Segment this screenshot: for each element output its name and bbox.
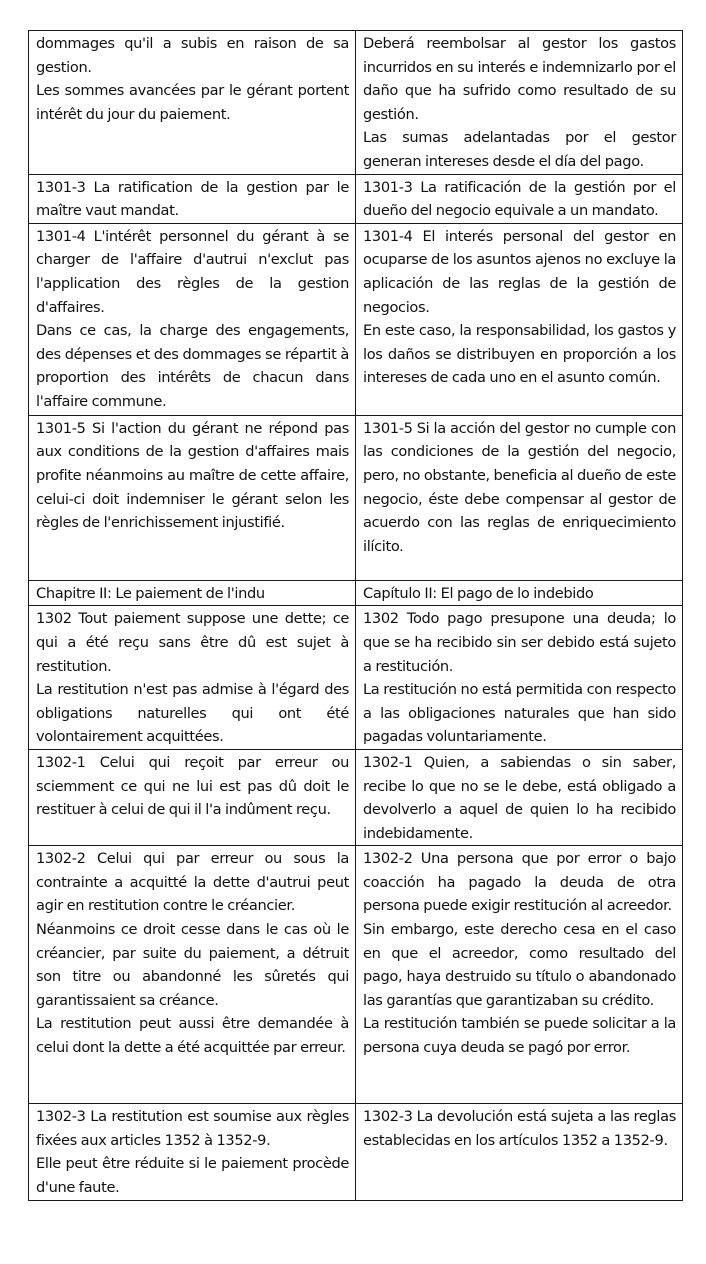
- spanish-cell: [356, 415, 683, 580]
- paragraph: 1301-5 Si l'action du gérant ne répond pas aux conditions de la gestion d'affaires mais profite néanmoins au maître de cette affaire, celui-ci doit indemniser le gérant selon les règles de l'enrichissement injustifié.: [36, 419, 349, 532]
- table-row: [29, 174, 683, 223]
- bilingual-table: [28, 30, 683, 1201]
- paragraph: Sin embargo, este derecho cesa en el caso en que el acreedor, como resultado del pago, haya destruido su título o abandonado las garantías que garantizaban su crédito.: [363, 921, 676, 1009]
- paragraph: 1301-5 Si la acción del gestor no cumple con las condiciones de la gestión del negocio, pero, no obstante, beneficia al dueño de este negocio, éste debe compensar al gestor de acuerdo con las reglas de enriquecimiento ilícito.: [363, 419, 676, 555]
- paragraph: Dans ce cas, la charge des engagements, des dépenses et des dommages se répartit à proportion des intérêts de chacun dans l'affaire commune.: [36, 322, 349, 410]
- paragraph: La restitution peut aussi être demandée à celui dont la dette a été acquittée par erreur.: [36, 1015, 349, 1057]
- spanish-cell: [356, 749, 683, 845]
- paragraph: 1301-4 L'intérêt personnel du gérant à se charger de l'affaire d'autrui n'exclut pas l'application des règles de la gestion d'affaires.: [36, 227, 349, 316]
- french-cell: [29, 223, 356, 415]
- french-cell: [29, 749, 356, 845]
- table-row: [29, 415, 683, 580]
- paragraph: dommages qu'il a subis en raison de sa gestion.: [36, 35, 349, 76]
- paragraph: En este caso, la responsabilidad, los gastos y los daños se distribuyen en proporción a los intereses de cada uno en el asunto común.: [363, 322, 676, 387]
- paragraph: 1301-4 El interés personal del gestor en ocuparse de los asuntos ajenos no excluye la aplicación de las reglas de la gestión de negocios.: [363, 227, 676, 316]
- paragraph: 1302-1 Quien, a sabiendas o sin saber, recibe lo que no se le debe, está obligado a devolverlo a aquel de quien lo ha recibido indebidamente.: [363, 753, 676, 842]
- paragraph: 1302-2 Celui qui par erreur ou sous la contrainte a acquitté la dette d'autrui peut agir en restitution contre le créancier.: [36, 850, 349, 915]
- spanish-cell: [356, 31, 683, 175]
- table-row: [29, 31, 683, 175]
- spanish-cell: [356, 606, 683, 750]
- spanish-cell: [356, 223, 683, 415]
- french-cell: [29, 846, 356, 1104]
- french-cell: [29, 606, 356, 750]
- spanish-cell: [356, 174, 683, 223]
- chapter-heading-row: [29, 580, 683, 606]
- spanish-cell: [356, 1104, 683, 1200]
- table-row: [29, 1104, 683, 1200]
- french-cell: [29, 31, 356, 175]
- paragraph: 1301-3 La ratification de la gestion par le maître vaut mandat.: [36, 178, 349, 220]
- spanish-cell: [356, 580, 683, 606]
- paragraph: 1302-1 Celui qui reçoit par erreur ou sciemment ce qui ne lui est pas dû doit le restituer à celui de qui il l'a indûment reçu.: [36, 753, 349, 819]
- chapter-heading: Capítulo II: El pago de lo indebido: [363, 584, 594, 602]
- paragraph: La restitution n'est pas admise à l'égard des obligations naturelles qui ont été volontairement acquittées.: [36, 681, 349, 746]
- paragraph: 1302-2 Una persona que por error o bajo coacción ha pagado la deuda de otra persona puede exigir restitución al acreedor.: [363, 850, 676, 915]
- french-cell: [29, 1104, 356, 1200]
- paragraph: Deberá reembolsar al gestor los gastos incurridos en su interés e indemnizarlo por el daño que ha sufrido como resultado de su gestión.: [363, 35, 676, 123]
- paragraph: 1301-3 La ratificación de la gestión por el dueño del negocio equivale a un mandato.: [363, 178, 676, 220]
- table-row: [29, 223, 683, 415]
- paragraph: La restitución también se puede solicitar a la persona cuya deuda se pagó por error.: [363, 1015, 676, 1057]
- paragraph: Néanmoins ce droit cesse dans le cas où le créancier, par suite du paiement, a détruit son titre ou abandonné les sûretés qui garantissaient sa créance.: [36, 921, 349, 1009]
- spanish-cell: [356, 846, 683, 1104]
- paragraph: Las sumas adelantadas por el gestor generan intereses desde el día del pago.: [363, 129, 676, 170]
- paragraph: 1302 Todo pago presupone una deuda; lo que se ha recibido sin ser debido está sujeto a restitución.: [363, 610, 676, 675]
- paragraph: Les sommes avancées par le gérant portent intérêt du jour du paiement.: [36, 82, 349, 123]
- table-row: [29, 749, 683, 845]
- french-cell: [29, 580, 356, 606]
- french-cell: [29, 174, 356, 223]
- table-row: [29, 606, 683, 750]
- paragraph: 1302 Tout paiement suppose une dette; ce qui a été reçu sans être dû est sujet à restitution.: [36, 610, 349, 675]
- paragraph: La restitución no está permitida con respecto a las obligaciones naturales que han sido pagadas voluntariamente.: [363, 681, 676, 746]
- paragraph: Elle peut être réduite si le paiement procède d'une faute.: [36, 1155, 349, 1197]
- paragraph: 1302-3 La restitution est soumise aux règles fixées aux articles 1352 à 1352-9.: [36, 1108, 349, 1149]
- table-row: [29, 846, 683, 1104]
- chapter-heading: Chapitre II: Le paiement de l'indu: [36, 584, 265, 602]
- french-cell: [29, 415, 356, 580]
- paragraph: 1302-3 La devolución está sujeta a las reglas establecidas en los artículos 1352 a 1352-9.: [363, 1108, 676, 1149]
